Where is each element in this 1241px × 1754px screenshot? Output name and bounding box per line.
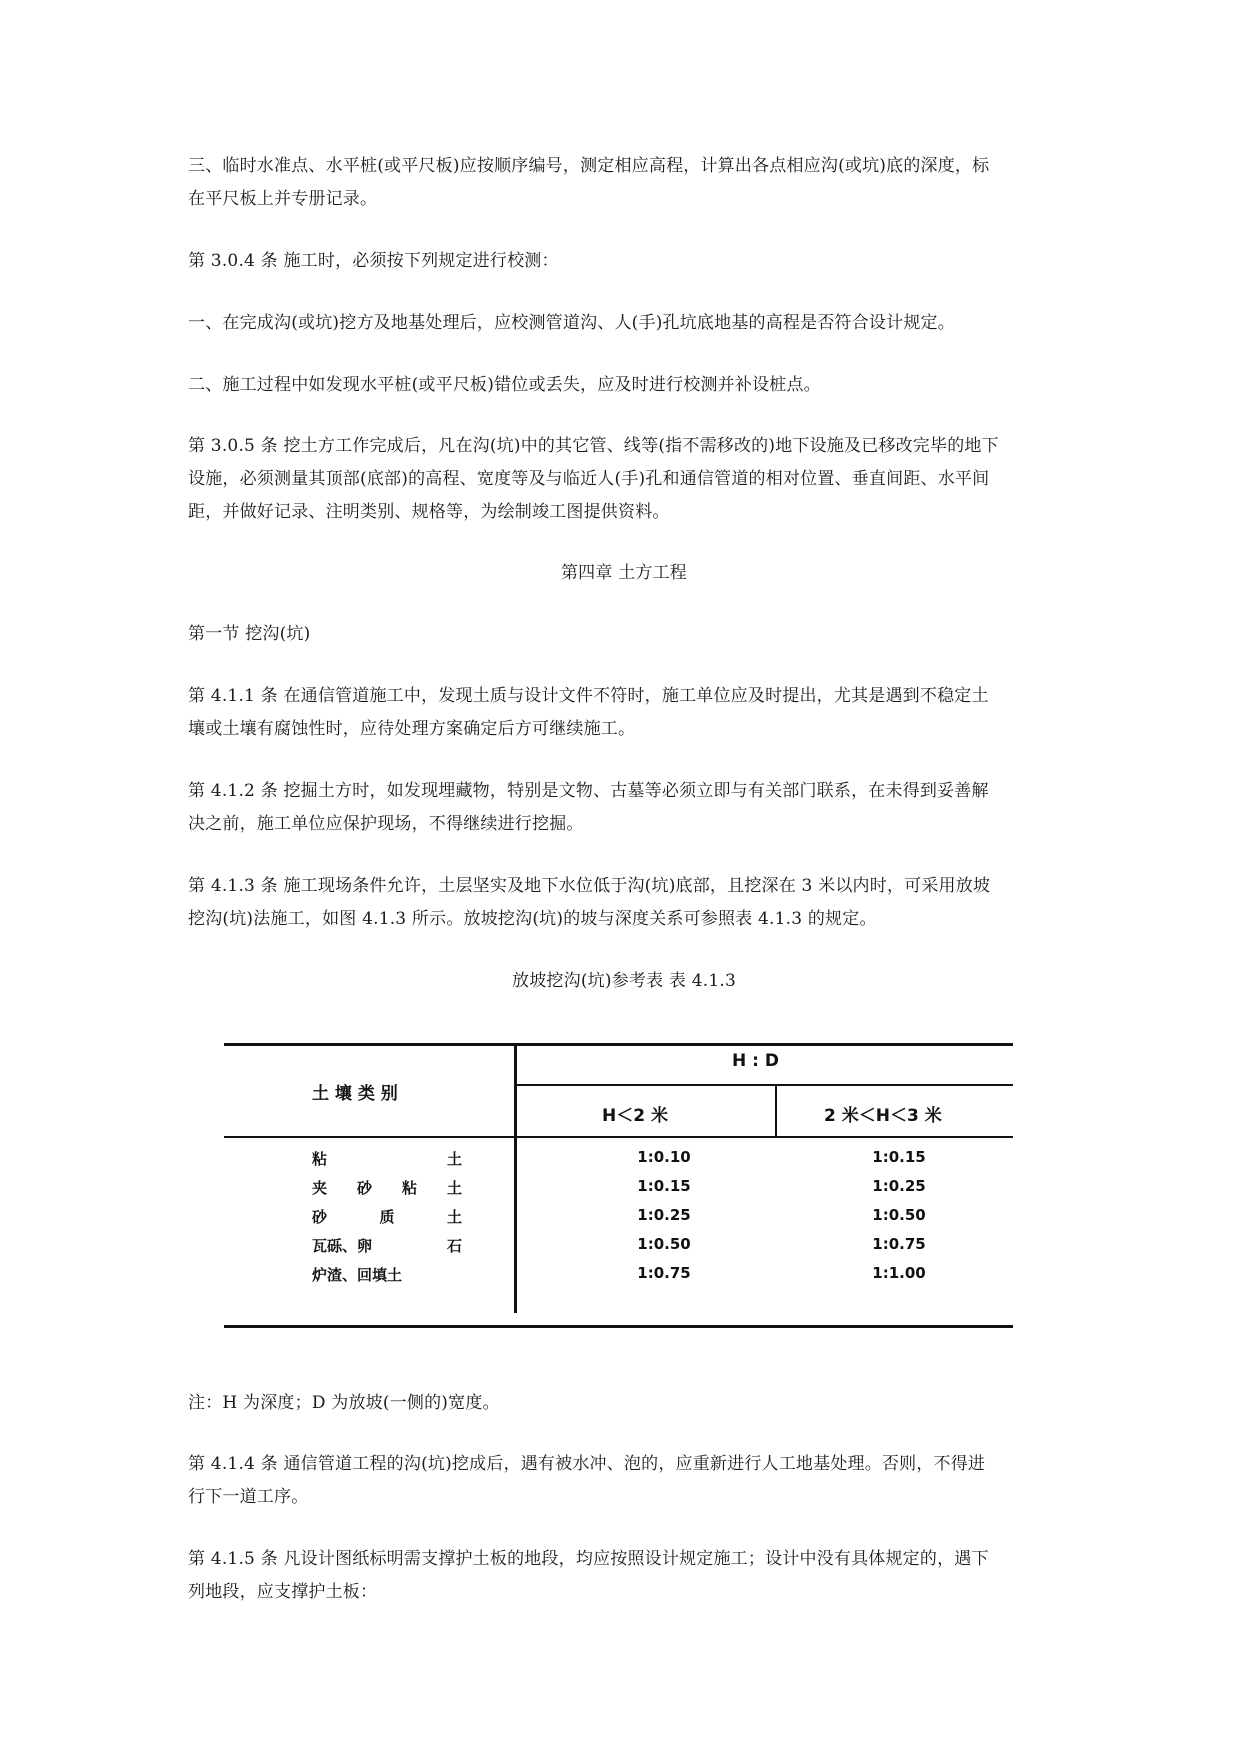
text-line: 第 4.1.3 条 施工现场条件允许，土层坚实及地下水位低于沟(坑)底部，且挖深在 3 米以内时，可采用放坡 bbox=[188, 876, 991, 896]
slope-reference-table bbox=[224, 1043, 1013, 1328]
table-note bbox=[188, 1387, 1060, 1420]
text-line: 二、施工过程中如发现水平桩(或平尺板)错位或丢失，应及时进行校测并补设桩点。 bbox=[188, 375, 821, 395]
ratio-cell: 1:0.15 bbox=[637, 1177, 691, 1195]
soil-char: 粘 bbox=[401, 1179, 417, 1197]
soil-cell bbox=[312, 1206, 462, 1227]
table-bottom-rule bbox=[224, 1325, 1013, 1328]
paragraph-item-two bbox=[188, 369, 1060, 402]
table-top-rule bbox=[224, 1043, 1013, 1046]
text-line: 第 4.1.4 条 通信管道工程的沟(坑)挖成后，遇有被水冲、泡的，应重新进行人工地基处理。否则，不得进 bbox=[188, 1454, 986, 1474]
clause-4-1-3 bbox=[188, 870, 1060, 936]
text-line: 设施，必须测量其顶部(底部)的高程、宽度等及与临近人(手)孔和通信管道的相对位置、垂直间距、水平间 bbox=[188, 469, 990, 489]
ratio-cell: 1:0.50 bbox=[637, 1235, 691, 1253]
text-line: 决之前，施工单位应保护现场，不得继续进行挖掘。 bbox=[188, 814, 584, 834]
soil-char: 炉渣、回填土 bbox=[312, 1266, 403, 1284]
clause-3-0-4 bbox=[188, 245, 1060, 278]
table-header-rule bbox=[224, 1136, 1013, 1138]
soil-char: 砂 bbox=[356, 1179, 372, 1197]
header-h-lt-2: H＜2 米 bbox=[602, 1106, 668, 1126]
soil-cell bbox=[312, 1148, 462, 1169]
soil-char: 质 bbox=[379, 1208, 395, 1226]
ratio-cell: 1:0.15 bbox=[872, 1148, 926, 1166]
soil-char: 夹 bbox=[312, 1179, 328, 1197]
paragraph-item-one bbox=[188, 307, 1060, 340]
text-line: 注：H 为深度；D 为放坡(一侧的)宽度。 bbox=[188, 1393, 500, 1413]
ratio-cell: 1:1.00 bbox=[872, 1264, 926, 1282]
header-h-d: H : D bbox=[732, 1051, 779, 1071]
chapter-heading bbox=[188, 557, 1060, 590]
ratio-cell: 1:0.25 bbox=[637, 1206, 691, 1224]
clause-3-0-5 bbox=[188, 430, 1060, 529]
clause-4-1-5 bbox=[188, 1543, 1060, 1609]
clause-4-1-4 bbox=[188, 1448, 1060, 1514]
soil-cell bbox=[312, 1235, 462, 1256]
text-line: 第 4.1.1 条 在通信管道施工中，发现土质与设计文件不符时，施工单位应及时提出，尤其是遇到不稳定土 bbox=[188, 686, 989, 706]
clause-4-1-1 bbox=[188, 680, 1060, 746]
soil-char: 砂 bbox=[312, 1208, 328, 1226]
text-line: 三、临时水准点、水平桩(或平尺板)应按顺序编号，测定相应高程，计算出各点相应沟(或坑)底的深度，标 bbox=[188, 156, 990, 176]
header-soil-type: 土 壤 类 别 bbox=[312, 1084, 398, 1104]
text-line: 第四章 土方工程 bbox=[560, 563, 687, 583]
soil-cell bbox=[312, 1177, 462, 1198]
text-line: 第一节 挖沟(坑) bbox=[188, 624, 311, 644]
section-heading bbox=[188, 618, 1060, 651]
soil-cell bbox=[312, 1264, 462, 1285]
soil-char: 石 bbox=[446, 1237, 462, 1255]
text-line: 第 4.1.2 条 挖掘土方时，如发现埋藏物，特别是文物、古墓等必须立即与有关部门联系，在未得到妥善解 bbox=[188, 781, 989, 801]
ratio-cell: 1:0.25 bbox=[872, 1177, 926, 1195]
soil-char: 土 bbox=[446, 1150, 462, 1168]
text-line: 在平尺板上并专册记录。 bbox=[188, 189, 378, 209]
table-divider-main bbox=[514, 1043, 517, 1313]
table-group-rule bbox=[516, 1084, 1013, 1086]
text-line: 列地段，应支撑护土板： bbox=[188, 1582, 378, 1602]
text-line: 第 3.0.4 条 施工时，必须按下列规定进行校测： bbox=[188, 251, 559, 271]
ratio-cell: 1:0.75 bbox=[637, 1264, 691, 1282]
ratio-cell: 1:0.75 bbox=[872, 1235, 926, 1253]
clause-4-1-2 bbox=[188, 775, 1060, 841]
ratio-cell: 1:0.10 bbox=[637, 1148, 691, 1166]
soil-char: 瓦砾、卵 bbox=[312, 1237, 373, 1255]
table-divider-sub bbox=[775, 1084, 777, 1138]
ratio-cell: 1:0.50 bbox=[872, 1206, 926, 1224]
paragraph-leveling-points bbox=[188, 150, 1060, 216]
text-line: 行下一道工序。 bbox=[188, 1487, 309, 1507]
text-line: 放坡挖沟(坑)参考表 表 4.1.3 bbox=[512, 971, 736, 991]
soil-char: 土 bbox=[446, 1179, 462, 1197]
soil-char: 土 bbox=[446, 1208, 462, 1226]
header-2-lt-h-lt-3: 2 米＜H＜3 米 bbox=[824, 1106, 942, 1126]
text-line: 第 4.1.5 条 凡设计图纸标明需支撑护土板的地段，均应按照设计规定施工；设计中没有具体规定的，遇下 bbox=[188, 1549, 989, 1569]
text-line: 距，并做好记录、注明类别、规格等，为绘制竣工图提供资料。 bbox=[188, 502, 670, 522]
text-line: 挖沟(坑)法施工，如图 4.1.3 所示。放坡挖沟(坑)的坡与深度关系可参照表 4.1.3 的规定。 bbox=[188, 909, 877, 929]
text-line: 一、在完成沟(或坑)挖方及地基处理后，应校测管道沟、人(手)孔坑底地基的高程是否符合设计规定。 bbox=[188, 313, 955, 333]
text-line: 第 3.0.5 条 挖土方工作完成后，凡在沟(坑)中的其它管、线等(指不需移改的)地下设施及已移改完毕的地下 bbox=[188, 436, 999, 456]
text-line: 壤或土壤有腐蚀性时，应待处理方案确定后方可继续施工。 bbox=[188, 719, 636, 739]
table-caption bbox=[188, 965, 1060, 998]
soil-char: 粘 bbox=[312, 1150, 328, 1168]
